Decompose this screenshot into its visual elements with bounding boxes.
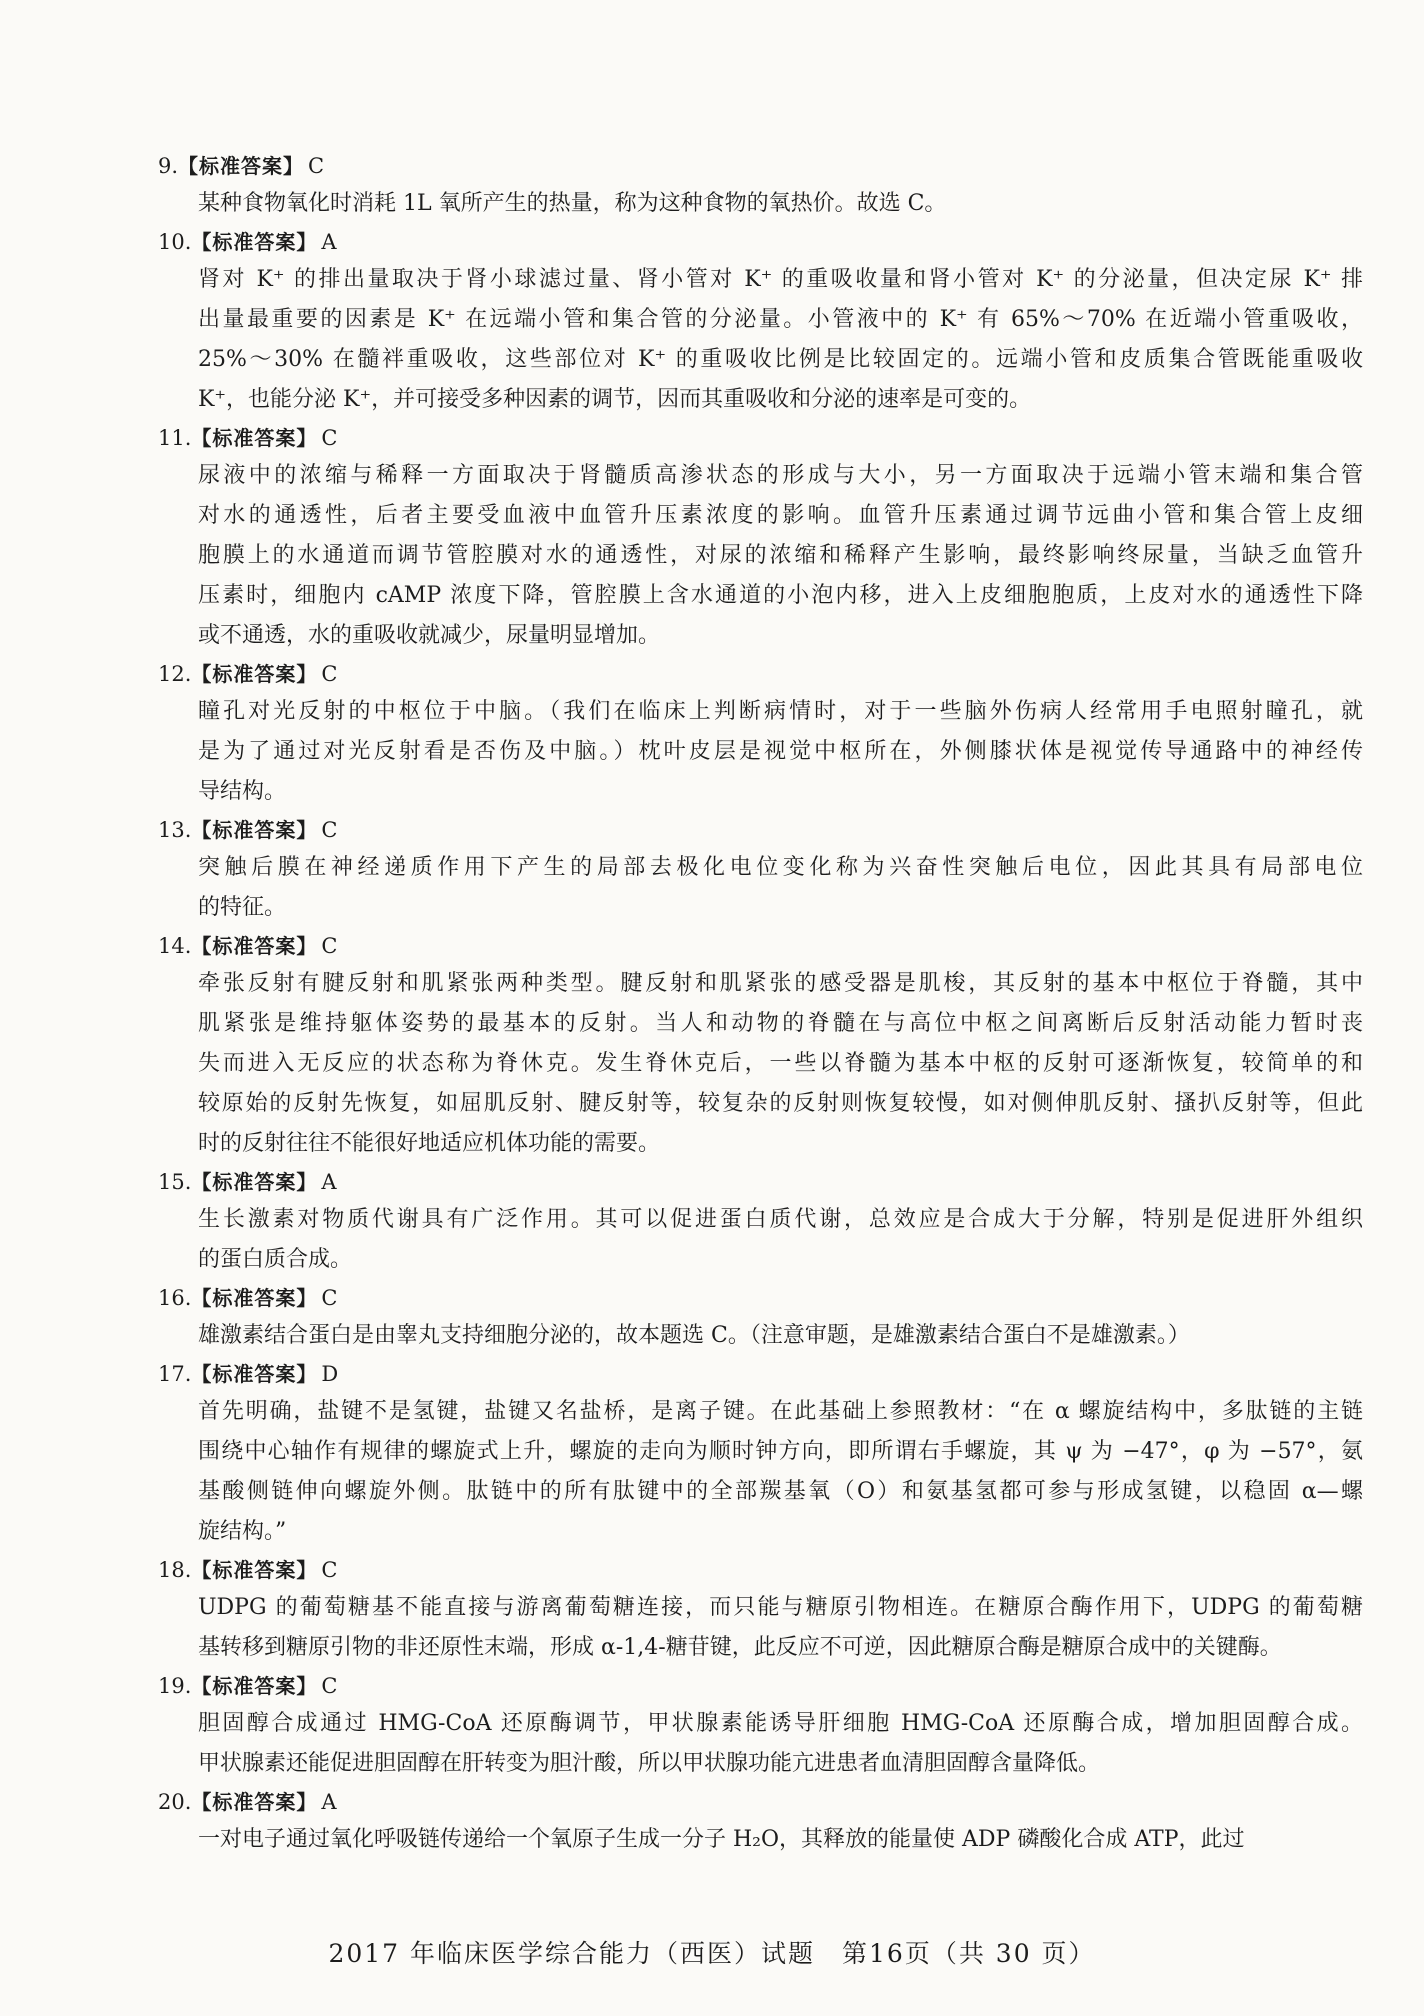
explanation-line: 牵张反射有腱反射和肌紧张两种类型。腱反射和肌紧张的感受器是肌梭，其反射的基本中枢位于脊髓，其中: [198, 971, 1363, 996]
answer-label: 【标准答案】: [178, 154, 305, 178]
explanation-line: 某种食物氧化时消耗 1L 氧所产生的热量，称为这种食物的氧热价。故选 C。: [198, 191, 947, 216]
answer-label: 【标准答案】: [191, 230, 318, 254]
answer-label: 【标准答案】: [191, 1362, 318, 1386]
explanation-line: 是为了通过对光反射看是否伤及中脑。）枕叶皮层是视觉中枢所在，外侧膝状体是视觉传导通路中的神经传: [198, 739, 1363, 764]
question-number: 11.: [158, 426, 192, 450]
answer-heading: [158, 1356, 1363, 1392]
explanation-line: 基酸侧链伸向螺旋外侧。肽链中的所有肽键中的全部羰基氧（O）和氨基氢都可参与形成氢键，以稳固 α—螺: [198, 1479, 1363, 1504]
answer-heading: [158, 1280, 1363, 1316]
explanation-line: K⁺，也能分泌 K⁺，并可接受多种因素的调节，因而其重吸收和分泌的速率是可变的。: [198, 387, 1032, 412]
explanation-line: 的蛋白质合成。: [198, 1247, 353, 1272]
page-footer: 2017 年临床医学综合能力（西医）试题 第16页（共 30 页）: [328, 1939, 1096, 1968]
answer-item: [158, 1552, 1363, 1668]
question-number: 18.: [158, 1558, 192, 1582]
explanation: [158, 692, 1363, 812]
explanation-line: 时的反射往往不能很好地适应机体功能的需要。: [198, 1131, 661, 1156]
answer-item: [158, 1164, 1363, 1280]
answer-heading: [158, 1164, 1363, 1200]
answer-label: 【标准答案】: [191, 1170, 318, 1194]
explanation: [158, 964, 1363, 1164]
explanation-line: 对水的通透性，后者主要受血液中血管升压素浓度的影响。血管升压素通过调节远曲小管和集合管上皮细: [198, 503, 1363, 528]
question-number: 15.: [158, 1170, 192, 1194]
explanation-line: 瞳孔对光反射的中枢位于中脑。（我们在临床上判断病情时，对于一些脑外伤病人经常用手电照射瞳孔，就: [198, 699, 1363, 724]
explanation-line: 围绕中心轴作有规律的螺旋式上升，螺旋的走向为顺时钟方向，即所谓右手螺旋，其 ψ 为 −47°，φ 为 −57°，氨: [198, 1439, 1363, 1464]
explanation: [158, 1392, 1363, 1552]
explanation-line: 肾对 K⁺ 的排出量取决于肾小球滤过量、肾小管对 K⁺ 的重吸收量和肾小管对 K⁺ 的分泌量，但决定尿 K⁺ 排: [198, 267, 1363, 292]
answer-label: 【标准答案】: [191, 662, 318, 686]
question-number: 14.: [158, 934, 192, 958]
explanation-line: 雄激素结合蛋白是由睾丸支持细胞分泌的，故本题选 C。（注意审题，是雄激素结合蛋白不是雄激素。）: [198, 1323, 1190, 1348]
answer-choice: C: [321, 1674, 338, 1698]
answer-heading: [158, 812, 1363, 848]
answer-item: [158, 1784, 1363, 1860]
question-number: 13.: [158, 818, 192, 842]
answer-label: 【标准答案】: [191, 1558, 318, 1582]
question-number: 17.: [158, 1362, 192, 1386]
explanation-line: 甲状腺素还能促进胆固醇在肝转变为胆汁酸，所以甲状腺功能亢进患者血清胆固醇含量降低。: [198, 1751, 1101, 1776]
explanation: [158, 1704, 1363, 1784]
explanation-line: 生长激素对物质代谢具有广泛作用。其可以促进蛋白质代谢，总效应是合成大于分解，特别是促进肝外组织: [198, 1207, 1363, 1232]
answer-heading: [158, 420, 1363, 456]
explanation-line: 出量最重要的因素是 K⁺ 在远端小管和集合管的分泌量。小管液中的 K⁺ 有 65%～70% 在近端小管重吸收，: [198, 307, 1363, 332]
answer-heading: [158, 148, 1363, 184]
answer-item: [158, 928, 1363, 1164]
answer-item: [158, 656, 1363, 812]
answer-label: 【标准答案】: [191, 1790, 318, 1814]
answer-choice: A: [321, 1790, 337, 1814]
answer-item: [158, 420, 1363, 656]
answer-heading: [158, 1784, 1363, 1820]
explanation-line: 导结构。: [198, 779, 287, 804]
answer-heading: [158, 1552, 1363, 1588]
question-number: 9.: [158, 154, 179, 178]
explanation: [158, 456, 1363, 656]
answer-item: [158, 1668, 1363, 1784]
answer-label: 【标准答案】: [191, 426, 318, 450]
answer-item: [158, 224, 1363, 420]
answer-heading: [158, 224, 1363, 260]
explanation-line: UDPG 的葡萄糖基不能直接与游离葡萄糖连接，而只能与糖原引物相连。在糖原合酶作用下，UDPG 的葡萄糖: [198, 1595, 1363, 1620]
explanation-line: 压素时，细胞内 cAMP 浓度下降，管腔膜上含水通道的小泡内移，进入上皮细胞胞质，上皮对水的通透性下降: [198, 583, 1363, 608]
explanation-line: 胞膜上的水通道而调节管腔膜对水的通透性，对尿的浓缩和稀释产生影响，最终影响终尿量，当缺乏血管升: [198, 543, 1363, 568]
explanation-line: 一对电子通过氧化呼吸链传递给一个氧原子生成一分子 H₂O，其释放的能量使 ADP 磷酸化合成 ATP，此过: [198, 1827, 1245, 1852]
explanation-line: 首先明确，盐键不是氢键，盐键又名盐桥，是离子键。在此基础上参照教材：“在 α 螺旋结构中，多肽链的主链: [198, 1399, 1363, 1424]
explanation-line: 25%～30% 在髓袢重吸收，这些部位对 K⁺ 的重吸收比例是比较固定的。远端小管和皮质集合管既能重吸收: [198, 347, 1363, 372]
explanation-line: 旋结构。”: [198, 1519, 287, 1544]
explanation: [158, 1316, 1363, 1356]
explanation-line: 胆固醇合成通过 HMG-CoA 还原酶调节，甲状腺素能诱导肝细胞 HMG-CoA 还原酶合成，增加胆固醇合成。: [198, 1711, 1363, 1736]
answer-item: [158, 148, 1363, 224]
explanation-line: 失而进入无反应的状态称为脊休克。发生脊休克后，一些以脊髓为基本中枢的反射可逐渐恢复，较简单的和: [198, 1051, 1363, 1076]
question-number: 10.: [158, 230, 192, 254]
explanation: [158, 1820, 1363, 1860]
question-number: 12.: [158, 662, 192, 686]
explanation: [158, 1200, 1363, 1280]
answer-label: 【标准答案】: [191, 934, 318, 958]
explanation: [158, 184, 1363, 224]
answer-choice: C: [321, 934, 338, 958]
question-number: 19.: [158, 1674, 192, 1698]
answer-label: 【标准答案】: [191, 818, 318, 842]
answer-item: [158, 1280, 1363, 1356]
explanation-line: 或不通透，水的重吸收就减少，尿量明显增加。: [198, 623, 661, 648]
answer-heading: [158, 656, 1363, 692]
answer-choice: C: [321, 426, 338, 450]
explanation: [158, 260, 1363, 420]
answer-label: 【标准答案】: [191, 1674, 318, 1698]
question-number: 16.: [158, 1286, 192, 1310]
explanation-line: 突触后膜在神经递质作用下产生的局部去极化电位变化称为兴奋性突触后电位，因此其具有局部电位: [198, 855, 1363, 880]
answer-choice: D: [321, 1362, 339, 1386]
explanation-line: 基转移到糖原引物的非还原性末端，形成 α-1,4-糖苷键，此反应不可逆，因此糖原合酶是糖原合成中的关键酶。: [198, 1635, 1282, 1660]
answer-choice: A: [321, 1170, 337, 1194]
explanation: [158, 1588, 1363, 1668]
answer-choice: C: [321, 818, 338, 842]
answer-label: 【标准答案】: [191, 1286, 318, 1310]
answer-choice: C: [308, 154, 325, 178]
answer-item: [158, 1356, 1363, 1552]
answer-heading: [158, 928, 1363, 964]
answer-choice: C: [321, 1558, 338, 1582]
explanation: [158, 848, 1363, 928]
answer-item: [158, 812, 1363, 928]
answer-choice: C: [321, 1286, 338, 1310]
answer-choice: A: [321, 230, 337, 254]
answer-choice: C: [321, 662, 338, 686]
explanation-line: 肌紧张是维持躯体姿势的最基本的反射。当人和动物的脊髓在与高位中枢之间离断后反射活动能力暂时丧: [198, 1011, 1363, 1036]
answer-heading: [158, 1668, 1363, 1704]
explanation-line: 尿液中的浓缩与稀释一方面取决于肾髓质高渗状态的形成与大小，另一方面取决于远端小管末端和集合管: [198, 463, 1363, 488]
explanation-line: 较原始的反射先恢复，如屈肌反射、腱反射等，较复杂的反射则恢复较慢，如对侧伸肌反射、搔扒反射等，但此: [198, 1091, 1363, 1116]
question-number: 20.: [158, 1790, 192, 1814]
explanation-line: 的特征。: [198, 895, 287, 920]
answer-list: [158, 148, 1363, 1860]
